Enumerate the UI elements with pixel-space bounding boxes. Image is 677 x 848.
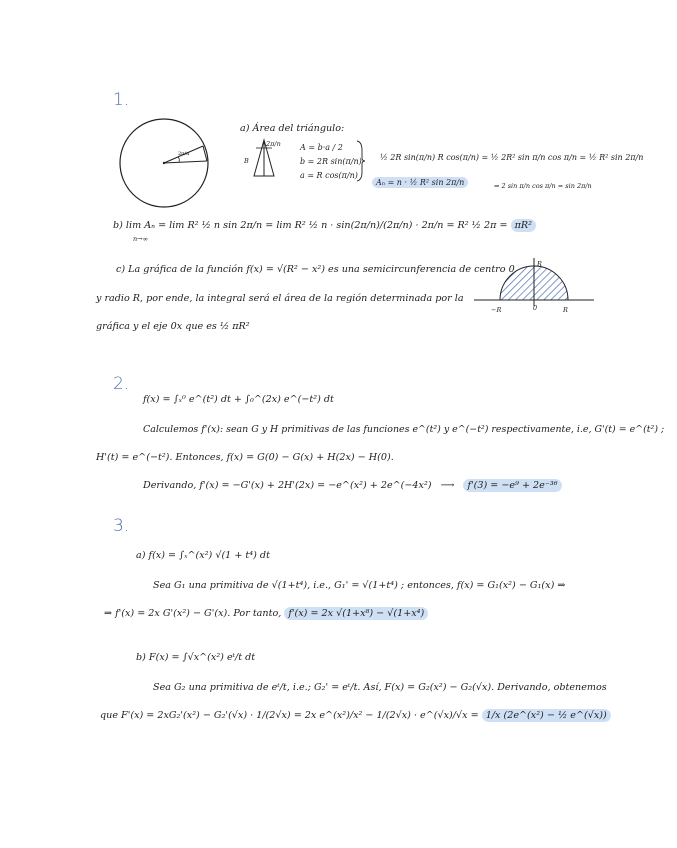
semicircle-origin: 0 [533,304,538,312]
p3-a-definition: a) f(x) = ∫ₓ^(x²) √(1 + t⁴) dt [136,550,270,561]
p2-line3: Derivando, f'(x) = −G'(x) + 2H'(2x) = −e^(x²) + 2e^(−4x²) ⟶ f'(3) = −e⁹ + 2e⁻³⁶ [143,480,562,492]
lim-subscript: n→∞ [133,235,149,243]
p3-b-line2: que F'(x) = 2xG₂'(x²) − G₂'(√x) · 1/(2√x) = 2x e^(x²)/x² − 1/(2√x) · e^(√x)/√x = 1/x (2e^(x²) − ½ e^(√x)) [100,710,611,722]
p3-a-result: f'(x) = 2x √(1+x⁸) − √(1+x⁴) [284,607,428,620]
p2-f-definition: f(x) = ∫ₓ⁰ e^(t²) dt + ∫₀^(2x) e^(−t²) dt [143,394,334,405]
arrow-icon: ⟶ [440,480,455,491]
brace [356,140,366,182]
triangle-label-b: B [244,157,249,165]
p1-c-line1: c) La gráfica de la función f(x) = √(R² − x²) es una semicircunferencia de centro 0 [116,264,515,275]
triangle-angle-label: 2π/n [266,140,281,148]
eq-area: A = b·a / 2 [300,143,343,152]
p1-b-line: b) lim Aₙ = lim R² ½ n sin 2π/n = lim R² ½ n · sin(2π/n)/(2π/n) · 2π/n = R² ½ 2π = πR² [113,220,536,232]
p3-b-result: 1/x (2e^(x²) − ½ e^(√x)) [482,709,611,722]
eq-base: b = 2R sin(π/n) [300,157,362,166]
p2-line1: Calculemos f'(x): sean G y H primitivas de las funciones e^(t²) y e^(−t²) respectivamente, i.e, G'(t) = e^(t²) ; [143,424,665,435]
p3-a-line1: Sea G₁ una primitiva de √(1+t⁴), i.e., G₁' = √(1+t⁴) ; entonces, f(x) = G₁(x²) − G₁(x) ⇒ [153,580,566,591]
p3-b-definition: b) F(x) = ∫√x^(x²) eᵗ/t dt [136,652,256,663]
problem-number-3: 3. [113,516,130,536]
circle-diagram [118,118,214,210]
p3-b-line1: Sea G₂ una primitiva de eᵗ/t, i.e.; G₂' = eᵗ/t. Así, F(x) = G₂(x²) − G₂(√x). Derivando, obtenemos [153,682,607,693]
semicircle-top: R [537,260,542,268]
eq-apothem: a = R cos(π/n) [300,171,358,180]
semicircle-neg-r: −R [491,306,502,314]
svg-text:2π/n: 2π/n [178,151,190,157]
area-formula-highlight: Aₙ = n · ½ R² sin 2π/n [372,177,468,189]
p3-a-line2: ⇒ f'(x) = 2x G'(x²) − G'(x). Por tanto, f'(x) = 2x √(1+x⁸) − √(1+x⁴) [104,608,428,620]
p1-a-title: a) Área del triángulo: [240,123,345,134]
problem-number-2: 2. [113,374,130,394]
p2-result: f'(3) = −e⁹ + 2e⁻³⁶ [463,479,561,492]
p1-c-line2: y radio R, por ende, la integral será el área de la región determinada por la [96,293,464,304]
trig-identity: ⇒ 2 sin π/n cos π/n = sin 2π/n [494,182,592,190]
area-expression: ½ 2R sin(π/n) R cos(π/n) = ½ 2R² sin π/n cos π/n = ½ R² sin 2π/n [380,153,644,162]
problem-number-1: 1. [113,90,130,110]
p1-c-line3: gráfica y el eje 0x que es ½ πR² [96,321,250,332]
semicircle-r: R [563,306,568,314]
p1-b-result: πR² [511,219,536,232]
p2-line2: H'(t) = e^(−t²). Entonces, f(x) = G(0) − G(x) + H(2x) − H(0). [96,452,394,463]
